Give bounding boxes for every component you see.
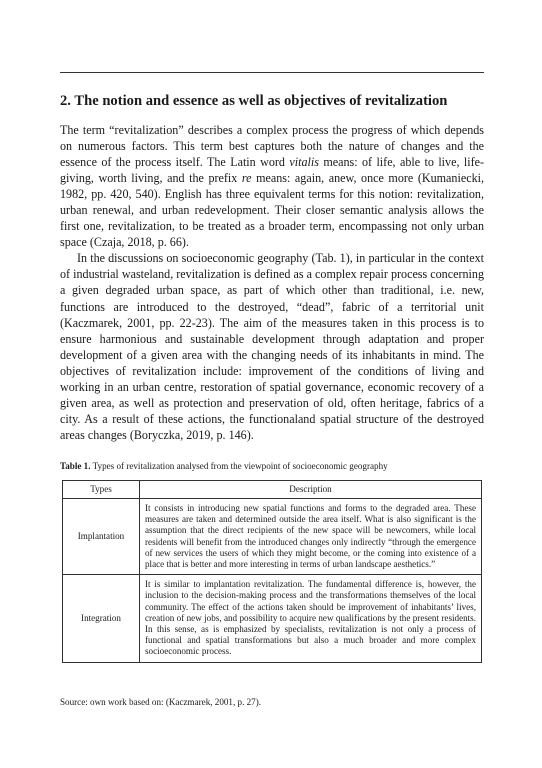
row-type-implantation: Implantation <box>63 499 140 575</box>
row-description-integration: It is similar to implantation revitalization. The fundamental difference is, however, the inclusion to the decision-making process and the transformations themselves of the local community. The effect of the actions taken should be improvement of inhabitants’ lives, creation of new jobs, and possibility to acquire new qualifications by the present residents. In this sense, as is emphasized by specialists, revitalization is not only a process of functional and spatial transformations but also a much broader and more complex socioeconomic process. <box>140 575 482 662</box>
column-header-description: Description <box>140 481 482 499</box>
paragraph-1-text-a: The term “revitalization” describes a complex process the progress of which depends on numerous factors. This term best captures both the nature of changes and the essence of the process itself. The Latin word <box>60 123 484 170</box>
revitalization-types-table <box>62 480 482 663</box>
table-source: Source: own work based on: (Kaczmarek, 2001, p. 27). <box>60 697 262 707</box>
latin-term-vitalis: vitalis <box>289 155 319 170</box>
table-row <box>63 499 482 575</box>
paragraph-1 <box>60 122 484 250</box>
prefix-re: re <box>241 171 252 186</box>
column-header-types: Types <box>63 481 140 499</box>
row-description-implantation: It consists in introducing new spatial functions and forms to the degraded area. These measures are taken and determined outside the area itself. What is also significant is the assumption that the direct recipients of the new space will be newcomers, while local residents will benefit from the introduced changes only indirectly “through the emergence of new services the users of which they might become, or the coming into existence of a place that is better and more interesting in terms of urban landscape aesthetics.” <box>140 499 482 575</box>
section-number: 2. <box>60 93 71 109</box>
body-text <box>60 122 484 443</box>
row-type-integration: Integration <box>63 575 140 662</box>
table-caption-text: Types of revitalization analysed from the viewpoint of socioeconomic geography <box>90 461 388 471</box>
table-caption-label: Table 1. <box>60 461 91 471</box>
paragraph-2: In the discussions on socioeconomic geography (Tab. 1), in particular in the context of industrial wasteland, revitalization is defined as a complex repair process concerning a given degraded urban space, as part of which other than traditional, i.e. new, functions are introduced to the destroyed, “dead”, fabric of a territorial unit (Kaczmarek, 2001, pp. 22-23). The aim of the measures taken in this process is to ensure harmonious and sustainable development through adaptation and proper development of a given area with the changing needs of its inhabitants in mind. The objectives of revitalization include: improvement of the conditions of living and working in an urban centre, restoration of spatial governance, economic recovery of a given area, as well as protection and preservation of old, often heritage, fabrics of a city. As a result of these actions, the functionaland spatial structure of the destroyed areas changes (Boryczka, 2019, p. 146). <box>60 251 484 442</box>
paragraph-1-text-c: means: again, anew, once more (Kumaniecki, 1982, pp. 420, 540). English has three equivalent terms for this notion: revitalization, urban renewal, and urban redevelopment. Their closer semantic analysis allows the first one, revitalization, to be treated as a broader term, encompassing not only urban space (Czaja, 2018, p. 66). <box>60 171 484 250</box>
header-rule <box>60 72 484 73</box>
section-title: The notion and essence as well as objectives of revitalization <box>74 93 448 109</box>
table-header-row <box>63 481 482 499</box>
table-row <box>63 575 482 662</box>
table-caption <box>60 460 490 472</box>
section-heading <box>60 92 484 110</box>
paragraph-1-text-b: means: of life, able to live, life-giving, worth living, and the prefix <box>60 155 485 186</box>
